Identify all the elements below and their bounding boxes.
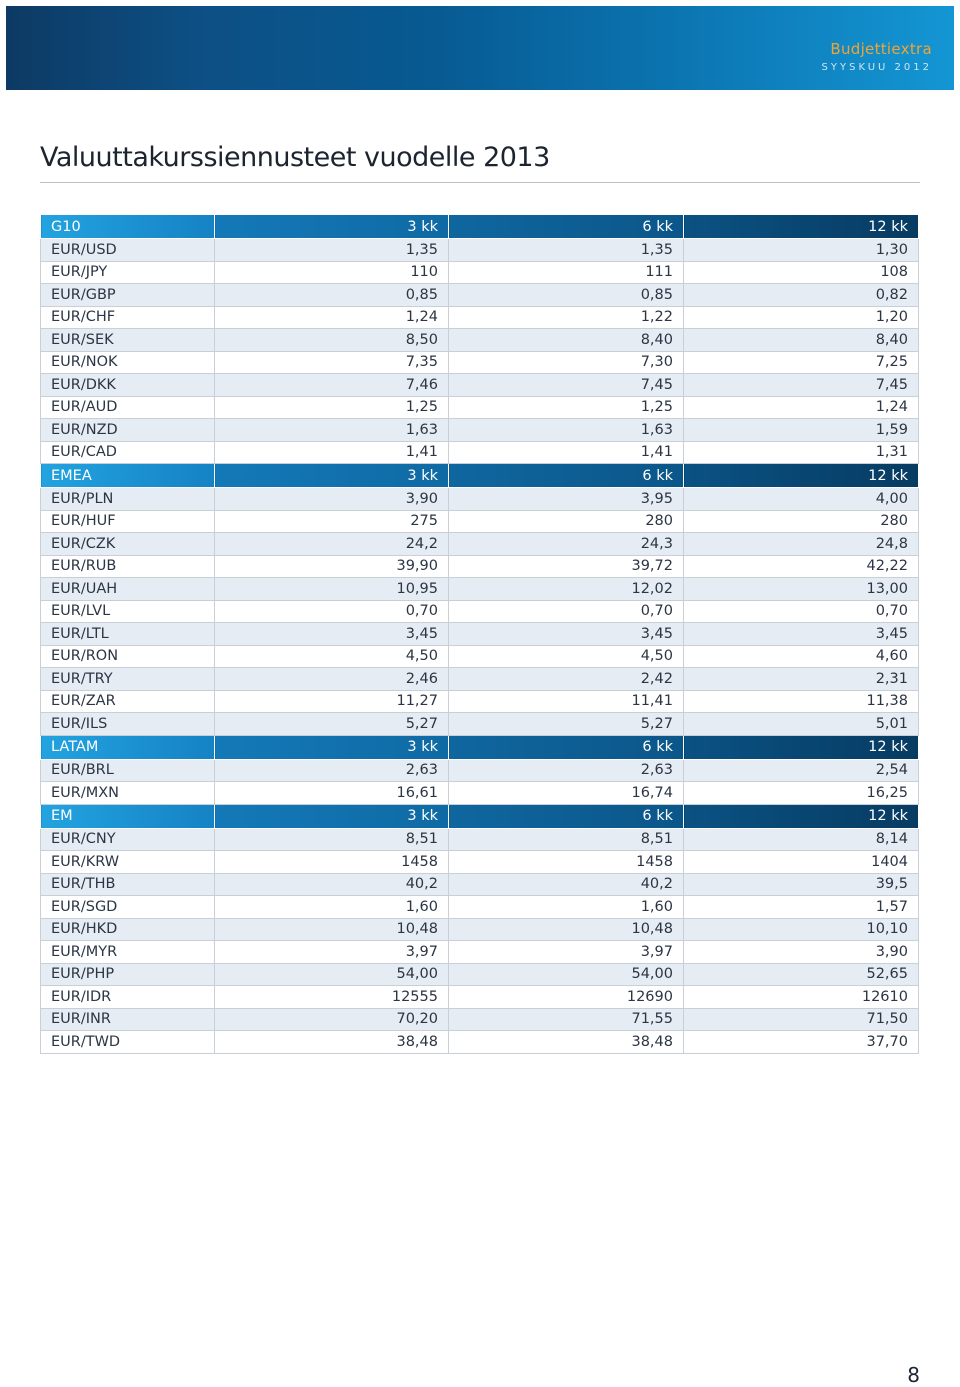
currency-pair: EUR/SEK: [41, 329, 215, 352]
forecast-value: 5,27: [215, 713, 449, 736]
forecast-value: 71,50: [684, 1008, 919, 1031]
currency-pair: EUR/PLN: [41, 488, 215, 511]
section-header-row: [41, 464, 919, 488]
forecast-value: 13,00: [684, 578, 919, 601]
table-row: [41, 600, 919, 623]
page-title: Valuuttakurssiennusteet vuodelle 2013: [40, 142, 550, 173]
forecast-value: 3,45: [449, 623, 684, 646]
brand-title: Budjettiextra: [830, 40, 932, 58]
currency-pair: EUR/MYR: [41, 941, 215, 964]
forecast-value: 12690: [449, 986, 684, 1009]
currency-pair: EUR/BRL: [41, 759, 215, 782]
table-row: [41, 578, 919, 601]
forecast-value: 0,82: [684, 284, 919, 307]
forecast-value: 4,00: [684, 488, 919, 511]
table-row: [41, 488, 919, 511]
table-row: [41, 986, 919, 1009]
forecast-value: 5,01: [684, 713, 919, 736]
forecast-value: 39,72: [449, 555, 684, 578]
forecast-value: 7,35: [215, 351, 449, 374]
table-row: [41, 896, 919, 919]
forecast-value: 8,50: [215, 329, 449, 352]
table-row: [41, 828, 919, 851]
forecast-value: 16,74: [449, 782, 684, 805]
section-name: EM: [41, 804, 215, 828]
table-row: [41, 941, 919, 964]
currency-pair: EUR/HUF: [41, 510, 215, 533]
section-header-row: [41, 735, 919, 759]
forecast-value: 110: [215, 261, 449, 284]
column-header-horizon: 6 kk: [449, 464, 684, 488]
section-name: G10: [41, 215, 215, 239]
currency-pair: EUR/JPY: [41, 261, 215, 284]
table-row: [41, 284, 919, 307]
forecast-value: 12610: [684, 986, 919, 1009]
forecast-value: 280: [684, 510, 919, 533]
currency-pair: EUR/GBP: [41, 284, 215, 307]
forecast-value: 1458: [215, 851, 449, 874]
currency-pair: EUR/LVL: [41, 600, 215, 623]
currency-pair: EUR/USD: [41, 239, 215, 262]
currency-pair: EUR/THB: [41, 873, 215, 896]
currency-pair: EUR/CHF: [41, 306, 215, 329]
table-row: [41, 419, 919, 442]
table-row: [41, 329, 919, 352]
forecast-value: 71,55: [449, 1008, 684, 1031]
currency-pair: EUR/RUB: [41, 555, 215, 578]
currency-pair: EUR/ILS: [41, 713, 215, 736]
table-row: [41, 690, 919, 713]
forecast-value: 4,50: [215, 645, 449, 668]
forecast-value: 37,70: [684, 1031, 919, 1054]
forecast-value: 1,57: [684, 896, 919, 919]
forecast-value: 3,95: [449, 488, 684, 511]
forecast-value: 8,51: [215, 828, 449, 851]
table-row: [41, 351, 919, 374]
table-row: [41, 239, 919, 262]
table-row: [41, 713, 919, 736]
forecast-value: 1,59: [684, 419, 919, 442]
forecast-value: 11,41: [449, 690, 684, 713]
forecast-value: 40,2: [215, 873, 449, 896]
table-row: [41, 1031, 919, 1054]
forecast-value: 10,95: [215, 578, 449, 601]
column-header-horizon: 12 kk: [684, 464, 919, 488]
forecast-value: 1,25: [215, 396, 449, 419]
table-row: [41, 668, 919, 691]
forecast-value: 1,22: [449, 306, 684, 329]
table-row: [41, 555, 919, 578]
currency-pair: EUR/SGD: [41, 896, 215, 919]
column-header-horizon: 3 kk: [215, 735, 449, 759]
column-header-horizon: 3 kk: [215, 804, 449, 828]
forecast-value: 10,10: [684, 918, 919, 941]
forecast-value: 111: [449, 261, 684, 284]
forecast-value: 24,8: [684, 533, 919, 556]
table-row: [41, 918, 919, 941]
forecast-value: 39,90: [215, 555, 449, 578]
forecast-value: 1,35: [215, 239, 449, 262]
forecast-value: 3,90: [215, 488, 449, 511]
forecast-value: 0,85: [449, 284, 684, 307]
forecast-value: 2,42: [449, 668, 684, 691]
forecast-value: 40,2: [449, 873, 684, 896]
column-header-horizon: 6 kk: [449, 215, 684, 239]
forecast-value: 2,54: [684, 759, 919, 782]
forecast-value: 275: [215, 510, 449, 533]
forecast-value: 3,45: [215, 623, 449, 646]
column-header-horizon: 12 kk: [684, 215, 919, 239]
section-name: LATAM: [41, 735, 215, 759]
forecast-value: 1,60: [449, 896, 684, 919]
currency-pair: EUR/RON: [41, 645, 215, 668]
forecast-value: 7,45: [449, 374, 684, 397]
forecast-value: 10,48: [215, 918, 449, 941]
currency-pair: EUR/IDR: [41, 986, 215, 1009]
forecast-value: 0,85: [215, 284, 449, 307]
forecast-value: 0,70: [684, 600, 919, 623]
forecast-value: 16,61: [215, 782, 449, 805]
forecast-value: 8,14: [684, 828, 919, 851]
forecast-value: 4,50: [449, 645, 684, 668]
section-name: EMEA: [41, 464, 215, 488]
forecast-value: 8,40: [684, 329, 919, 352]
forecast-value: 2,63: [215, 759, 449, 782]
column-header-horizon: 3 kk: [215, 215, 449, 239]
column-header-horizon: 6 kk: [449, 735, 684, 759]
forecast-value: 7,25: [684, 351, 919, 374]
table-row: [41, 1008, 919, 1031]
forecast-value: 1404: [684, 851, 919, 874]
forecast-value: 7,45: [684, 374, 919, 397]
forecast-value: 1,31: [684, 441, 919, 464]
forecast-value: 1,30: [684, 239, 919, 262]
forecast-value: 2,31: [684, 668, 919, 691]
column-header-horizon: 12 kk: [684, 804, 919, 828]
forecast-value: 3,97: [449, 941, 684, 964]
table-row: [41, 782, 919, 805]
forecast-value: 280: [449, 510, 684, 533]
table-body: [41, 215, 919, 1054]
currency-pair: EUR/CNY: [41, 828, 215, 851]
table-row: [41, 759, 919, 782]
forecast-value: 2,63: [449, 759, 684, 782]
forecast-value: 38,48: [215, 1031, 449, 1054]
forecast-value: 1,60: [215, 896, 449, 919]
table-row: [41, 374, 919, 397]
forecast-value: 5,27: [449, 713, 684, 736]
forecast-value: 3,45: [684, 623, 919, 646]
currency-pair: EUR/TWD: [41, 1031, 215, 1054]
forecast-value: 11,27: [215, 690, 449, 713]
forecast-value: 1,41: [449, 441, 684, 464]
forecast-value: 52,65: [684, 963, 919, 986]
page-number: 8: [907, 1363, 920, 1387]
forecast-value: 2,46: [215, 668, 449, 691]
currency-pair: EUR/AUD: [41, 396, 215, 419]
table-row: [41, 533, 919, 556]
currency-pair: EUR/PHP: [41, 963, 215, 986]
currency-pair: EUR/NOK: [41, 351, 215, 374]
forecast-value: 1,24: [684, 396, 919, 419]
forecast-value: 24,2: [215, 533, 449, 556]
currency-pair: EUR/KRW: [41, 851, 215, 874]
issue-date: SYYSKUU 2012: [821, 62, 932, 73]
currency-pair: EUR/CAD: [41, 441, 215, 464]
forecast-value: 7,46: [215, 374, 449, 397]
forecast-value: 1,41: [215, 441, 449, 464]
forecast-value: 1,24: [215, 306, 449, 329]
currency-pair: EUR/DKK: [41, 374, 215, 397]
currency-pair: EUR/INR: [41, 1008, 215, 1031]
table-row: [41, 306, 919, 329]
currency-pair: EUR/ZAR: [41, 690, 215, 713]
forecast-value: 54,00: [215, 963, 449, 986]
forecast-value: 3,90: [684, 941, 919, 964]
forecast-value: 108: [684, 261, 919, 284]
forecast-value: 1,35: [449, 239, 684, 262]
table-row: [41, 873, 919, 896]
currency-pair: EUR/MXN: [41, 782, 215, 805]
table-row: [41, 396, 919, 419]
forecast-value: 12555: [215, 986, 449, 1009]
forecast-value: 11,38: [684, 690, 919, 713]
forecast-value: 10,48: [449, 918, 684, 941]
forecast-value: 54,00: [449, 963, 684, 986]
forecast-value: 0,70: [215, 600, 449, 623]
forecast-value: 4,60: [684, 645, 919, 668]
currency-pair: EUR/CZK: [41, 533, 215, 556]
table-row: [41, 645, 919, 668]
brand-block: [822, 40, 932, 74]
forecast-value: 39,5: [684, 873, 919, 896]
exchange-rate-forecast-table: [40, 214, 919, 1054]
forecast-value: 42,22: [684, 555, 919, 578]
table-row: [41, 963, 919, 986]
forecast-value: 1,25: [449, 396, 684, 419]
currency-pair: EUR/HKD: [41, 918, 215, 941]
forecast-value: 3,97: [215, 941, 449, 964]
forecast-value: 1,20: [684, 306, 919, 329]
table-row: [41, 851, 919, 874]
forecast-value: 0,70: [449, 600, 684, 623]
title-divider: [40, 182, 920, 183]
table-row: [41, 261, 919, 284]
forecast-value: 8,40: [449, 329, 684, 352]
table-row: [41, 510, 919, 533]
column-header-horizon: 12 kk: [684, 735, 919, 759]
table-row: [41, 623, 919, 646]
table-row: [41, 441, 919, 464]
currency-pair: EUR/LTL: [41, 623, 215, 646]
forecast-value: 12,02: [449, 578, 684, 601]
forecast-value: 16,25: [684, 782, 919, 805]
forecast-value: 1458: [449, 851, 684, 874]
forecast-value: 8,51: [449, 828, 684, 851]
header-banner: [6, 6, 954, 90]
currency-pair: EUR/NZD: [41, 419, 215, 442]
forecast-value: 1,63: [215, 419, 449, 442]
section-header-row: [41, 804, 919, 828]
forecast-value: 70,20: [215, 1008, 449, 1031]
currency-pair: EUR/UAH: [41, 578, 215, 601]
section-header-row: [41, 215, 919, 239]
forecast-value: 24,3: [449, 533, 684, 556]
forecast-value: 38,48: [449, 1031, 684, 1054]
currency-pair: EUR/TRY: [41, 668, 215, 691]
column-header-horizon: 6 kk: [449, 804, 684, 828]
forecast-value: 7,30: [449, 351, 684, 374]
forecast-value: 1,63: [449, 419, 684, 442]
column-header-horizon: 3 kk: [215, 464, 449, 488]
